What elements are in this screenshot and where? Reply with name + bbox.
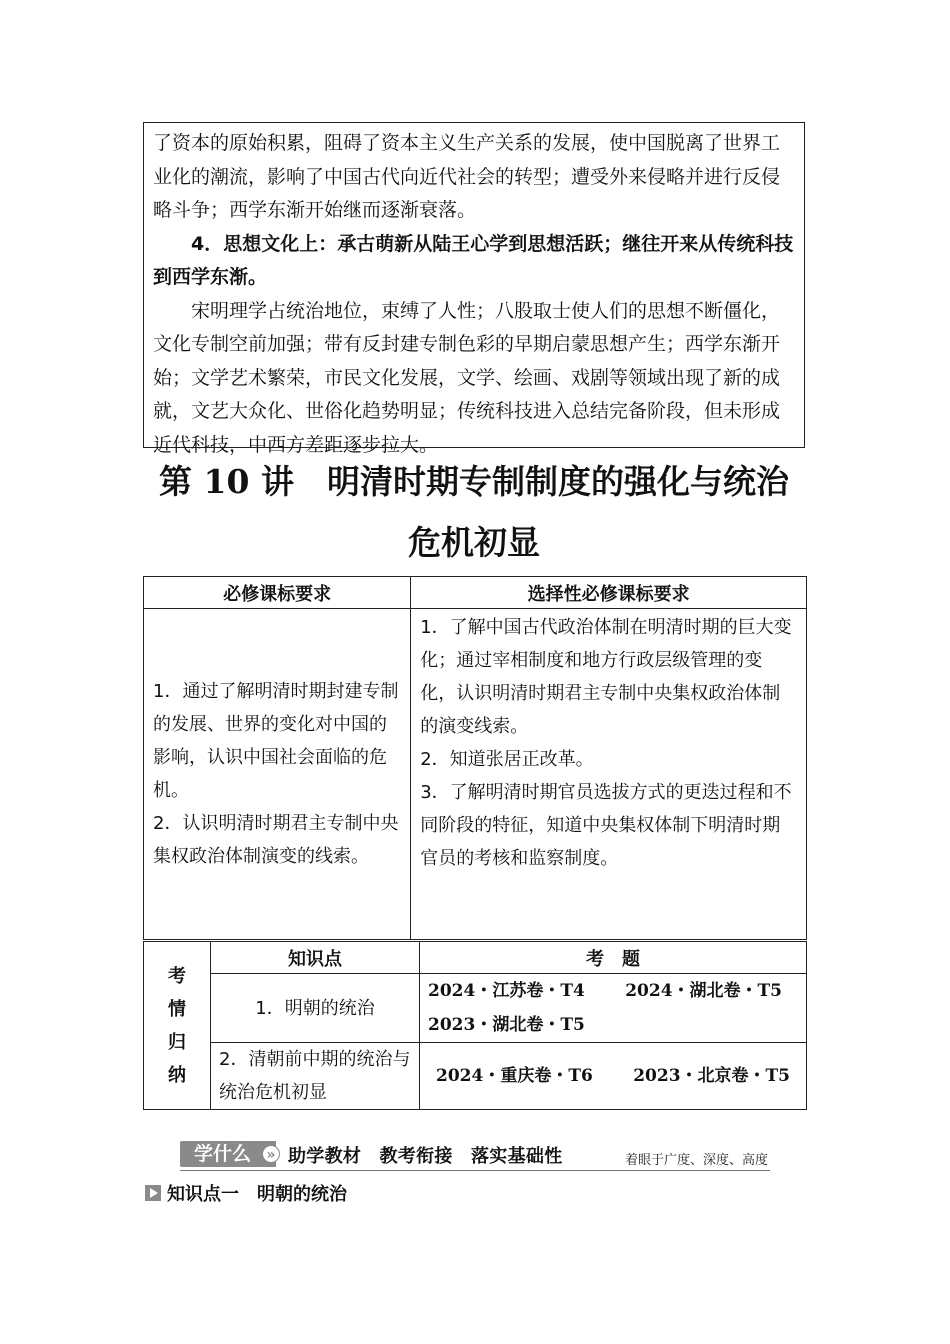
col1-item: 1．通过了解明清时期封建专制的发展、世界的变化对中国的影响，认识中国社会面临的危机。 (153, 681, 399, 801)
col1-header: 必修课标要求 (144, 577, 411, 609)
exam-table (143, 941, 807, 1110)
col2-item: 1．了解中国古代政治体制在明清时期的巨大变化；通过宰相制度和地方行政层级管理的变化，认识明清时期君主专制中央集权政治体制的演变线索。 (420, 617, 792, 737)
col2-content (411, 609, 807, 940)
exam-item: 2024・湖北卷・T5 (625, 981, 782, 1001)
lecture-title-line2: 危机初显 (408, 523, 540, 562)
section-heading (145, 1180, 347, 1206)
exam-item: 2024・江苏卷・T4 (428, 981, 585, 1001)
ex-header: 考 题 (420, 942, 807, 974)
banner-tag-label: 学什么 (194, 1143, 252, 1165)
summary-paragraph-2: 宋明理学占统治地位，束缚了人性；八股取士使人们的思想不断僵化，文化专制空前加强；带有反封建专制色彩的早期启蒙思想产生；西学东渐开始；文学艺术繁荣，市民文化发展，文学、绘画、戏剧等领域出现了新的成就，文艺大众化、世俗化趋势明显；传统科技进入总结完备阶段，但未形成近代科技，中西方差距逐步拉大。 (153, 299, 781, 456)
banner-tag (180, 1141, 276, 1167)
exam-kp-1: 1．明朝的统治 (211, 974, 420, 1043)
requirements-table (143, 576, 807, 940)
exam-label-char: 考 (168, 965, 186, 987)
col2-item: 3．了解明清时期官员选拔方式的更迭过程和不同阶段的特征，知道中央集权体制下明清时期官员的考核和监察制度。 (420, 782, 792, 869)
exam-label-char: 归 (168, 1031, 186, 1053)
exam-item: 2024・重庆卷・T6 (436, 1066, 593, 1086)
exam-label-char: 情 (168, 998, 186, 1020)
exam-kp-2: 2．清朝前中期的统治与统治危机初显 (211, 1043, 420, 1110)
exam-item: 2023・北京卷・T5 (633, 1066, 790, 1086)
section-banner (180, 1140, 770, 1171)
lecture-title-line1: 第 10 讲 明清时期专制制度的强化与统治 (159, 462, 789, 501)
exam-label-char: 纳 (168, 1064, 186, 1086)
section-title: 知识点一 明朝的统治 (167, 1184, 347, 1205)
summary-heading-4: 4．思想文化上：承古萌新从陆王心学到思想活跃；继往开来从传统科技到西学东渐。 (153, 232, 794, 288)
exam-ex-1 (420, 974, 807, 1043)
play-triangle-icon (145, 1185, 161, 1201)
chevron-right-icon: » (262, 1145, 280, 1163)
banner-right-note: 着眼于广度、深度、高度 (624, 1153, 768, 1168)
exam-item: 2023・湖北卷・T5 (428, 1015, 585, 1035)
banner-subtitle: 助学教材 教考衔接 落实基础性 (288, 1146, 563, 1167)
exam-label (144, 942, 211, 1110)
col2-header: 选择性必修课标要求 (411, 577, 807, 609)
col1-item: 2．认识明清时期君主专制中央集权政治体制演变的线索。 (153, 813, 399, 867)
summary-box (143, 122, 805, 456)
col2-item: 2．知道张居正改革。 (420, 749, 594, 770)
summary-paragraph: 了资本的原始积累，阻碍了资本主义生产关系的发展，使中国脱离了世界工业化的潮流，影响了中国古代向近代社会的转型；遭受外来侵略并进行反侵略斗争；西学东渐开始继而逐渐衰落。 (153, 132, 781, 221)
col1-content (144, 609, 411, 940)
exam-ex-2 (420, 1043, 807, 1110)
kp-header: 知识点 (211, 942, 420, 974)
